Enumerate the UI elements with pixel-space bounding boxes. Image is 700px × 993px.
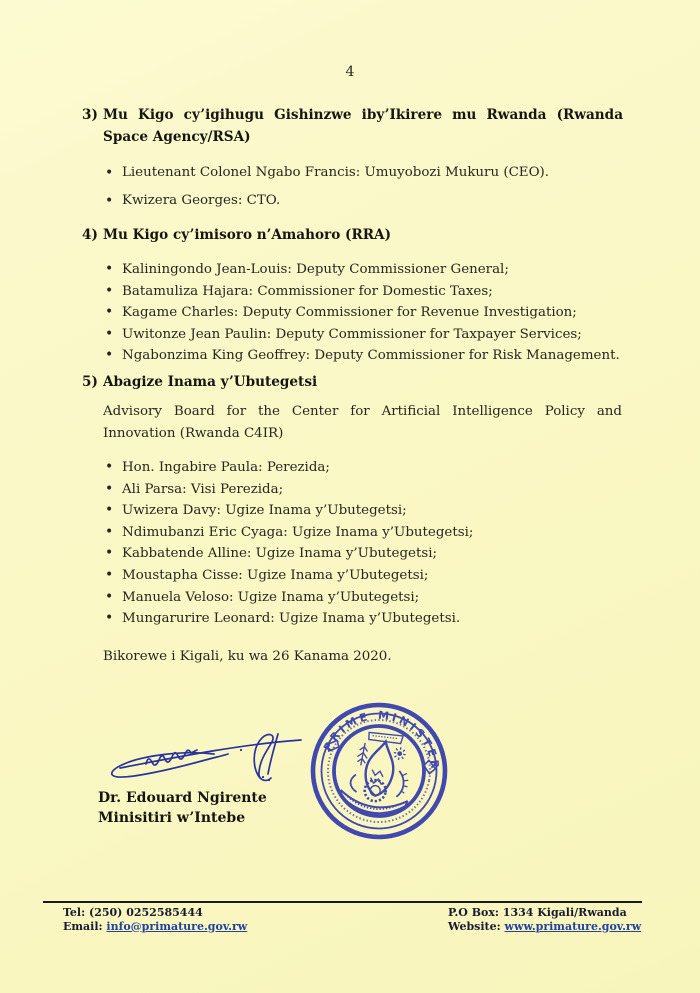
website-link[interactable]: www.primature.gov.rw <box>504 919 642 933</box>
list-item: • Ngabonzima King Geoffrey: Deputy Commissioner for Risk Management. <box>103 345 622 367</box>
list-item: • Batamuliza Hajara: Commissioner for Domestic Taxes; <box>103 281 622 303</box>
section-4-number: 4) <box>82 227 98 243</box>
section-5-heading <box>82 371 623 393</box>
section-4-list <box>103 259 622 367</box>
footer-website-line <box>448 920 641 934</box>
pobox-label: P.O Box: <box>448 906 499 919</box>
section-3-heading <box>82 104 623 148</box>
list-item: • Hon. Ingabire Paula: Perezida; <box>103 457 622 479</box>
section-5-list <box>103 457 622 630</box>
list-item: • Moustapha Cisse: Ugize Inama y’Ubutegetsi; <box>103 565 622 587</box>
tel-value: (250) 0252585444 <box>89 906 203 919</box>
list-item: • Ndimubanzi Eric Cyaga: Ugize Inama y’Ubutegetsi; <box>103 522 622 544</box>
email-label: Email: <box>63 919 103 933</box>
section-3-title: Mu Kigo cy’igihugu Gishinzwe iby’Ikirere mu Rwanda (Rwanda Space Agency/RSA) <box>103 107 623 145</box>
list-item: • Kwizera Georges: CTO. <box>103 191 622 211</box>
signature-ink <box>102 714 308 786</box>
prime-minister-seal <box>292 684 466 858</box>
advisory-board-paragraph: Advisory Board for the Center for Artificial Intelligence Policy and Innovation (Rwanda C4IR) <box>103 404 622 441</box>
signatory-name: Dr. Edouard Ngirente <box>98 790 267 806</box>
footer-right-block <box>448 906 641 933</box>
footer-tel-line <box>63 906 247 920</box>
section-5-title: Abagize Inama y’Ubutegetsi <box>103 374 318 390</box>
website-label: Website: <box>448 919 501 933</box>
footer-pobox-line <box>448 906 641 920</box>
list-item: • Mungarurire Leonard: Ugize Inama y’Ubutegetsi. <box>103 608 622 630</box>
section-4-heading <box>82 224 623 246</box>
date-place-line: Bikorewe i Kigali, ku wa 26 Kanama 2020. <box>103 649 392 664</box>
footer-left-block <box>63 906 247 933</box>
footer-divider <box>43 901 642 903</box>
pobox-value: 1334 Kigali/Rwanda <box>502 906 627 919</box>
svg-text:PRIME MINISTER <box>320 698 451 774</box>
list-item: • Lieutenant Colonel Ngabo Francis: Umuyobozi Mukuru (CEO). <box>103 163 622 183</box>
signatory-title: Minisitiri w’Intebe <box>98 810 246 826</box>
list-item: • Manuela Veloso: Ugize Inama y’Ubutegetsi; <box>103 587 622 609</box>
list-item: • Kaliningondo Jean-Louis: Deputy Commissioner General; <box>103 259 622 281</box>
section-3-number: 3) <box>82 107 98 123</box>
email-link[interactable]: info@primature.gov.rw <box>106 919 248 933</box>
tel-label: Tel: <box>63 906 86 919</box>
section-5-number: 5) <box>82 374 98 390</box>
seal-arc-text: PRIME MINISTER <box>321 708 442 773</box>
list-item: • Uwitonze Jean Paulin: Deputy Commissioner for Taxpayer Services; <box>103 324 622 346</box>
section-4-title: Mu Kigo cy’imisoro n’Amahoro (RRA) <box>103 227 392 243</box>
list-item: • Kagame Charles: Deputy Commissioner for Revenue Investigation; <box>103 302 622 324</box>
list-item: • Uwizera Davy: Ugize Inama y’Ubutegetsi; <box>103 500 622 522</box>
list-item: • Kabbatende Alline: Ugize Inama y’Ubutegetsi; <box>103 543 622 565</box>
footer-email-line <box>63 920 247 934</box>
signatory-block <box>98 788 267 828</box>
section-3-list <box>103 163 622 218</box>
page-number: 4 <box>345 64 355 80</box>
list-item: • Ali Parsa: Visi Perezida; <box>103 479 622 501</box>
